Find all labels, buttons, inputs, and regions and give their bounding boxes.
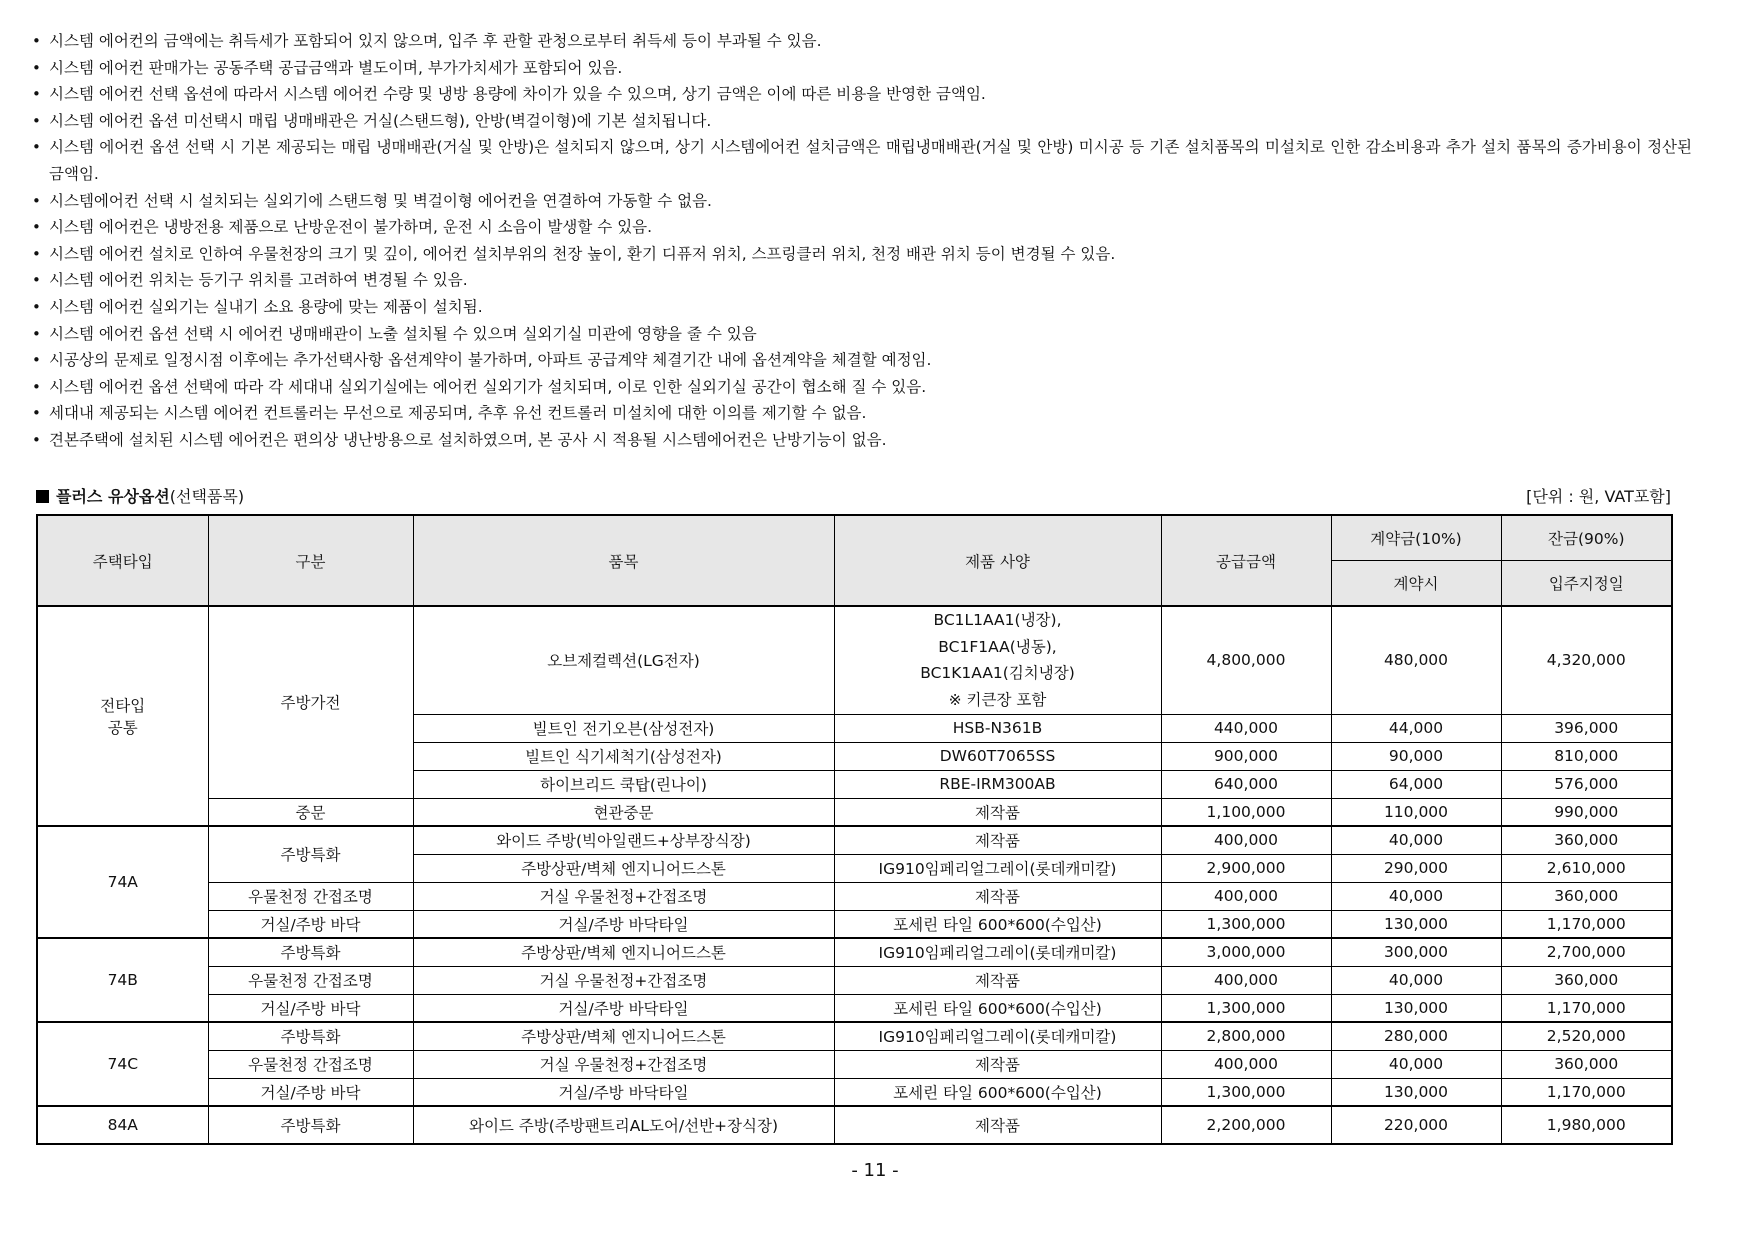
spec-cell xyxy=(834,606,1161,714)
header-deposit: 계약금(10%) xyxy=(1331,515,1501,560)
type-line: 공통 xyxy=(107,719,138,737)
category-cell: 거실/주방 바닥 xyxy=(208,910,413,938)
balance-cell: 360,000 xyxy=(1501,826,1672,854)
spec-cell: RBE-IRM300AB xyxy=(834,770,1161,798)
note-item: • 시스템 에어컨 설치로 인하여 우물천장의 크기 및 깊이, 에어컨 설치부위의 천장 높이, 환기 디퓨저 위치, 스프링클러 위치, 천정 배관 위치 등이 변경될 수 있음. xyxy=(32,241,1692,268)
header-balance-when: 입주지정일 xyxy=(1501,560,1672,606)
table-row xyxy=(37,994,1672,1022)
balance-cell: 360,000 xyxy=(1501,966,1672,994)
category-cell: 우물천정 간접조명 xyxy=(208,882,413,910)
spec-line: ※ 키큰장 포함 xyxy=(948,690,1047,709)
spec-cell: DW60T7065SS xyxy=(834,742,1161,770)
balance-cell: 396,000 xyxy=(1501,714,1672,742)
balance-cell: 2,520,000 xyxy=(1501,1022,1672,1050)
price-cell: 900,000 xyxy=(1161,742,1331,770)
price-cell: 400,000 xyxy=(1161,826,1331,854)
note-item: • 견본주택에 설치된 시스템 에어컨은 편의상 냉난방용으로 설치하였으며, 본 공사 시 적용될 시스템에어컨은 난방기능이 없음. xyxy=(32,427,1692,454)
category-cell: 주방특화 xyxy=(208,938,413,966)
note-item: • 시스템 에어컨 위치는 등기구 위치를 고려하여 변경될 수 있음. xyxy=(32,267,1692,294)
item-cell: 빌트인 전기오븐(삼성전자) xyxy=(413,714,834,742)
category-cell: 주방특화 xyxy=(208,1106,413,1144)
spec-cell: IG910임페리얼그레이(롯데캐미칼) xyxy=(834,938,1161,966)
note-item: • 시스템 에어컨 옵션 미선택시 매립 냉매배관은 거실(스탠드형), 안방(벽걸이형)에 기본 설치됩니다. xyxy=(32,108,1692,135)
square-bullet-icon xyxy=(36,490,49,503)
note-item: • 세대내 제공되는 시스템 에어컨 컨트롤러는 무선으로 제공되며, 추후 유선 컨트롤러 미설치에 대한 이의를 제기할 수 없음. xyxy=(32,400,1692,427)
table-row xyxy=(37,1022,1672,1050)
note-item: • 시스템 에어컨 옵션 선택에 따라 각 세대내 실외기실에는 에어컨 실외기가 설치되며, 이로 인한 실외기실 공간이 협소해 질 수 있음. xyxy=(32,374,1692,401)
balance-cell: 1,170,000 xyxy=(1501,910,1672,938)
price-cell: 440,000 xyxy=(1161,714,1331,742)
table-row xyxy=(37,882,1672,910)
header-type: 주택타입 xyxy=(37,515,208,606)
balance-cell: 2,700,000 xyxy=(1501,938,1672,966)
category-cell: 주방특화 xyxy=(208,826,413,882)
deposit-cell: 64,000 xyxy=(1331,770,1501,798)
price-cell: 2,900,000 xyxy=(1161,854,1331,882)
unit-label: [단위 : 원, VAT포함] xyxy=(1526,487,1671,506)
spec-cell: 제작품 xyxy=(834,826,1161,854)
deposit-cell: 130,000 xyxy=(1331,910,1501,938)
price-cell: 400,000 xyxy=(1161,882,1331,910)
note-item: • 시스템에어컨 선택 시 설치되는 실외기에 스탠드형 및 벽걸이형 에어컨을 연결하여 가동할 수 없음. xyxy=(32,188,1692,215)
price-cell: 4,800,000 xyxy=(1161,606,1331,714)
balance-cell: 810,000 xyxy=(1501,742,1672,770)
header-balance: 잔금(90%) xyxy=(1501,515,1672,560)
item-cell: 거실 우물천정+간접조명 xyxy=(413,966,834,994)
note-item: • 시공상의 문제로 일정시점 이후에는 추가선택사항 옵션계약이 불가하며, 아파트 공급계약 체결기간 내에 옵션계약을 체결할 예정임. xyxy=(32,347,1692,374)
spec-cell: 포세린 타일 600*600(수입산) xyxy=(834,910,1161,938)
item-cell: 와이드 주방(빅아일랜드+상부장식장) xyxy=(413,826,834,854)
option-price-table xyxy=(36,514,1673,1145)
spec-cell: 제작품 xyxy=(834,1106,1161,1144)
table-row xyxy=(37,1078,1672,1106)
deposit-cell: 40,000 xyxy=(1331,1050,1501,1078)
balance-cell: 1,170,000 xyxy=(1501,994,1672,1022)
spec-line: BC1F1AA(냉동), xyxy=(938,637,1057,656)
deposit-cell: 40,000 xyxy=(1331,882,1501,910)
deposit-cell: 40,000 xyxy=(1331,826,1501,854)
category-cell: 우물천정 간접조명 xyxy=(208,1050,413,1078)
deposit-cell: 44,000 xyxy=(1331,714,1501,742)
table-row xyxy=(37,1106,1672,1144)
page-number: - 11 - xyxy=(851,1160,899,1181)
notes-list xyxy=(32,28,1692,454)
category-cell: 주방가전 xyxy=(208,606,413,798)
item-cell: 거실/주방 바닥타일 xyxy=(413,910,834,938)
type-cell: 84A xyxy=(37,1106,208,1144)
section-title xyxy=(36,483,244,511)
item-cell: 주방상판/벽체 엔지니어드스톤 xyxy=(413,938,834,966)
item-cell: 거실/주방 바닥타일 xyxy=(413,1078,834,1106)
balance-cell: 1,980,000 xyxy=(1501,1106,1672,1144)
item-cell: 빌트인 식기세척기(삼성전자) xyxy=(413,742,834,770)
type-line: 전타입 xyxy=(100,697,146,715)
deposit-cell: 290,000 xyxy=(1331,854,1501,882)
spec-line: BC1K1AA1(김치냉장) xyxy=(920,664,1075,683)
item-cell: 거실/주방 바닥타일 xyxy=(413,994,834,1022)
category-cell: 거실/주방 바닥 xyxy=(208,994,413,1022)
category-cell: 중문 xyxy=(208,798,413,826)
spec-cell: 제작품 xyxy=(834,1050,1161,1078)
header-price: 공급금액 xyxy=(1161,515,1331,606)
deposit-cell: 220,000 xyxy=(1331,1106,1501,1144)
section-header xyxy=(36,483,1671,511)
item-cell: 주방상판/벽체 엔지니어드스톤 xyxy=(413,854,834,882)
item-cell: 현관중문 xyxy=(413,798,834,826)
item-cell: 거실 우물천정+간접조명 xyxy=(413,1050,834,1078)
table-row xyxy=(37,606,1672,714)
spec-line: BC1L1AA1(냉장), xyxy=(933,611,1062,630)
table-row xyxy=(37,826,1672,854)
table-row xyxy=(37,910,1672,938)
price-cell: 1,300,000 xyxy=(1161,994,1331,1022)
table-row xyxy=(37,938,1672,966)
balance-cell: 4,320,000 xyxy=(1501,606,1672,714)
spec-cell: 제작품 xyxy=(834,882,1161,910)
note-item: • 시스템 에어컨의 금액에는 취득세가 포함되어 있지 않으며, 입주 후 관할 관청으로부터 취득세 등이 부과될 수 있음. xyxy=(32,28,1692,55)
spec-cell: 제작품 xyxy=(834,966,1161,994)
note-item: • 시스템 에어컨 판매가는 공동주택 공급금액과 별도이며, 부가가치세가 포함되어 있음. xyxy=(32,55,1692,82)
spec-cell: IG910임페리얼그레이(롯데캐미칼) xyxy=(834,1022,1161,1050)
price-cell: 640,000 xyxy=(1161,770,1331,798)
item-cell: 하이브리드 쿡탑(린나이) xyxy=(413,770,834,798)
category-cell: 우물천정 간접조명 xyxy=(208,966,413,994)
price-cell: 400,000 xyxy=(1161,966,1331,994)
price-cell: 1,100,000 xyxy=(1161,798,1331,826)
price-cell: 2,800,000 xyxy=(1161,1022,1331,1050)
category-cell: 주방특화 xyxy=(208,1022,413,1050)
type-cell: 74A xyxy=(37,826,208,938)
note-item: • 시스템 에어컨 선택 옵션에 따라서 시스템 에어컨 수량 및 냉방 용량에 차이가 있을 수 있으며, 상기 금액은 이에 따른 비용을 반영한 금액임. xyxy=(32,81,1692,108)
table-row xyxy=(37,798,1672,826)
deposit-cell: 300,000 xyxy=(1331,938,1501,966)
spec-cell: 포세린 타일 600*600(수입산) xyxy=(834,994,1161,1022)
note-item: • 시스템 에어컨 옵션 선택 시 에어컨 냉매배관이 노출 설치될 수 있으며 실외기실 미관에 영향을 줄 수 있음 xyxy=(32,321,1692,348)
price-cell: 400,000 xyxy=(1161,1050,1331,1078)
header-category: 구분 xyxy=(208,515,413,606)
table-row xyxy=(37,1050,1672,1078)
balance-cell: 576,000 xyxy=(1501,770,1672,798)
balance-cell: 2,610,000 xyxy=(1501,854,1672,882)
item-cell: 와이드 주방(주방팬트리AL도어/선반+장식장) xyxy=(413,1106,834,1144)
price-cell: 1,300,000 xyxy=(1161,1078,1331,1106)
spec-cell: IG910임페리얼그레이(롯데캐미칼) xyxy=(834,854,1161,882)
note-item: • 시스템 에어컨 실외기는 실내기 소요 용량에 맞는 제품이 설치됨. xyxy=(32,294,1692,321)
type-cell: 74B xyxy=(37,938,208,1022)
balance-cell: 360,000 xyxy=(1501,882,1672,910)
spec-cell: 제작품 xyxy=(834,798,1161,826)
price-cell: 2,200,000 xyxy=(1161,1106,1331,1144)
note-item: • 시스템 에어컨 옵션 선택 시 기본 제공되는 매립 냉매배관(거실 및 안방)은 설치되지 않으며, 상기 시스템에어컨 설치금액은 매립냉매배관(거실 및 안방) 미시공 등 기존 설치품목의 미설치로 인한 감소비용과 추가 설치 품목의 증가비용이 정산된 금액임. xyxy=(32,134,1692,187)
note-item: • 시스템 에어컨은 냉방전용 제품으로 난방운전이 불가하며, 운전 시 소음이 발생할 수 있음. xyxy=(32,214,1692,241)
item-cell: 거실 우물천정+간접조명 xyxy=(413,882,834,910)
balance-cell: 360,000 xyxy=(1501,1050,1672,1078)
balance-cell: 1,170,000 xyxy=(1501,1078,1672,1106)
deposit-cell: 280,000 xyxy=(1331,1022,1501,1050)
spec-cell: HSB-N361B xyxy=(834,714,1161,742)
item-cell: 오브제컬렉션(LG전자) xyxy=(413,606,834,714)
header-deposit-when: 계약시 xyxy=(1331,560,1501,606)
deposit-cell: 90,000 xyxy=(1331,742,1501,770)
category-cell: 거실/주방 바닥 xyxy=(208,1078,413,1106)
header-spec: 제품 사양 xyxy=(834,515,1161,606)
balance-cell: 990,000 xyxy=(1501,798,1672,826)
deposit-cell: 110,000 xyxy=(1331,798,1501,826)
item-cell: 주방상판/벽체 엔지니어드스톤 xyxy=(413,1022,834,1050)
deposit-cell: 40,000 xyxy=(1331,966,1501,994)
deposit-cell: 480,000 xyxy=(1331,606,1501,714)
spec-cell: 포세린 타일 600*600(수입산) xyxy=(834,1078,1161,1106)
price-cell: 1,300,000 xyxy=(1161,910,1331,938)
price-cell: 3,000,000 xyxy=(1161,938,1331,966)
deposit-cell: 130,000 xyxy=(1331,994,1501,1022)
table-row xyxy=(37,966,1672,994)
section-title-bold: 플러스 유상옵션 xyxy=(56,487,170,506)
section-title-rest: (선택품목) xyxy=(169,487,245,506)
type-cell xyxy=(37,606,208,826)
type-cell: 74C xyxy=(37,1022,208,1106)
deposit-cell: 130,000 xyxy=(1331,1078,1501,1106)
header-item: 품목 xyxy=(413,515,834,606)
